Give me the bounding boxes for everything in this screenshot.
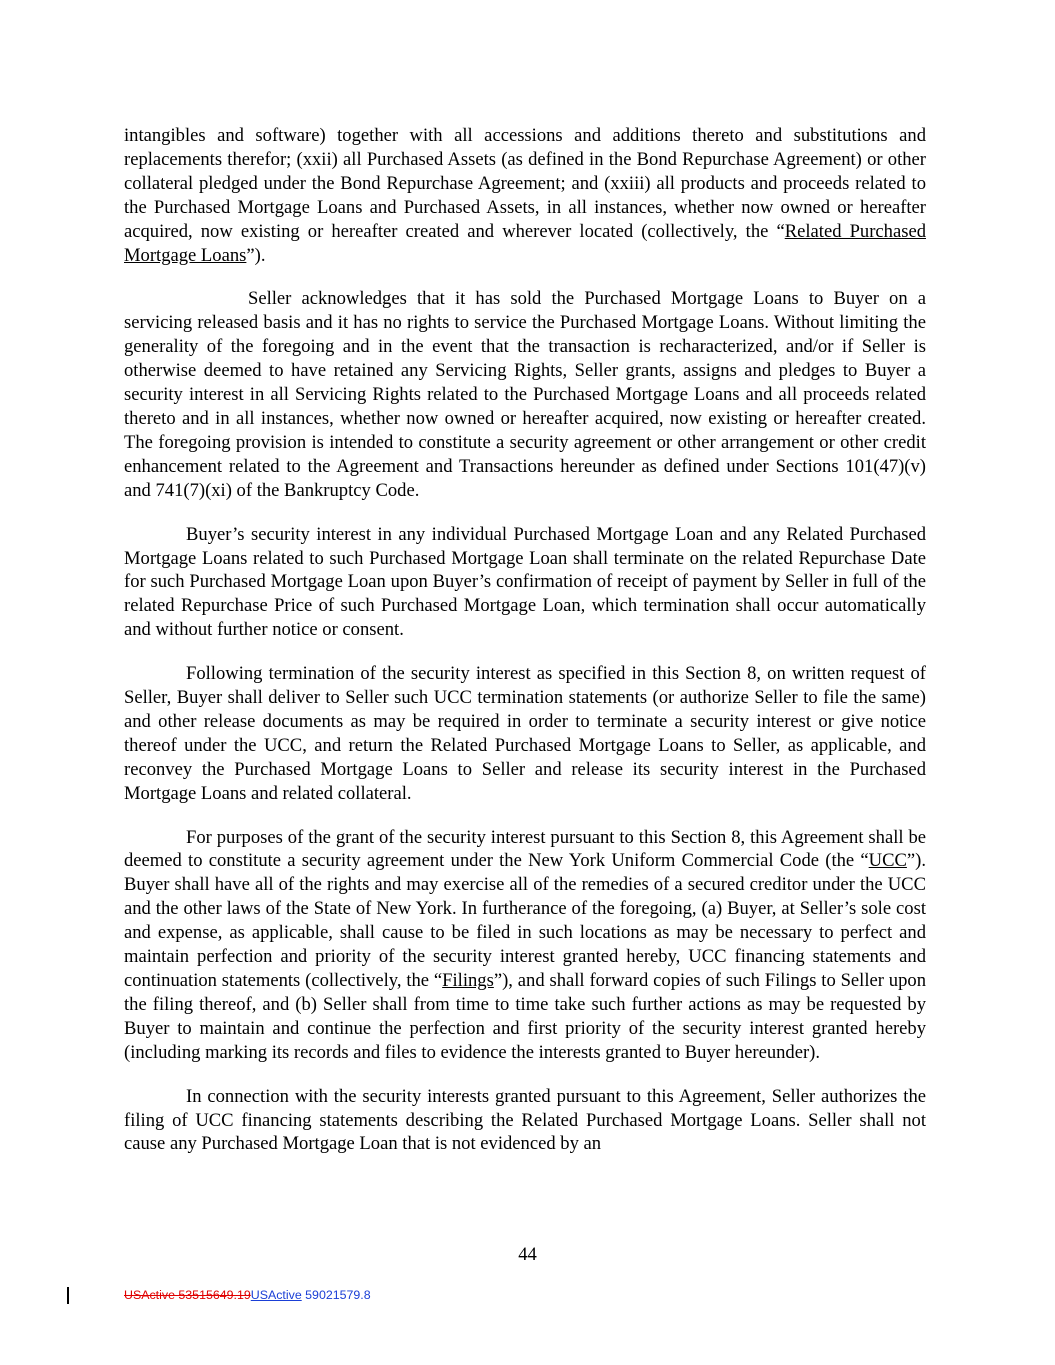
deleted-document-id: USActive 53515649.19	[124, 1288, 251, 1302]
page-number: 44	[518, 1244, 537, 1265]
body-text	[124, 124, 926, 1176]
document-number: 59021579.8	[301, 1288, 371, 1302]
paragraph-servicing-rights: Seller acknowledges that it has sold the Purchased Mortgage Loans to Buyer on a servicing released basis and it has no rights to service the Purchased Mortgage Loans. Without limiting the generality of the foregoing and in the event that the transaction is recharacterized, and/or if Seller is otherwise deemed to have retained any Servicing Rights, Seller grants, assigns and pledges to Buyer a security interest in all Servicing Rights related to the Purchased Mortgage Loans and all proceeds related thereto and in all instances, whether now owned or hereafter acquired, now existing or hereafter created. The foregoing provision is intended to constitute a security agreement or other arrangement or other credit enhancement related to the Agreement and Transactions hereunder as defined under Sections 101(47)(v) and 741(7)(xi) of the Bankruptcy Code.	[124, 288, 926, 501]
defined-term-filings: Filings	[442, 970, 494, 991]
change-bar	[67, 1287, 69, 1304]
document-id-footer	[124, 1288, 371, 1302]
paragraph-ucc-grant: For purposes of the grant of the security interest pursuant to this Section 8, this Agreement shall be deemed to constitute a security agreement under the New York Uniform Commercial Code (the “UCC”). Buyer shall have all of the rights and may exercise all of the remedies of a secured creditor under the UCC and the other laws of the State of New York. In furtherance of the foregoing, (a) Buyer, at Seller’s sole cost and expense, as applicable, shall cause to be filed in such locations as may be necessary to perfect and maintain perfection and priority of the security interest granted hereby, UCC financing statements and continuation statements (collectively, the “Filings”), and shall forward copies of such Filings to Seller upon the filing thereof, and (b) Seller shall from time to time take such further actions as may be requested by Buyer to maintain and continue the perfection and first priority of the security interest granted hereby (including marking its records and files to evidence the interests granted to Buyer hereunder).	[124, 826, 926, 1063]
paragraph-financing-statements: In connection with the security interests granted pursuant to this Agreement, Seller authorizes the filing of UCC financing statements describing the Related Purchased Mortgage Loans. Seller shall not cause any Purchased Mortgage Loan that is not evidenced by an	[124, 1085, 926, 1155]
inserted-document-id: USActive	[250, 1288, 302, 1302]
defined-term-ucc: UCC	[868, 850, 907, 872]
paragraph-release-documents: Following termination of the security interest as specified in this Section 8, on written request of Seller, Buyer shall deliver to Seller such UCC termination statements (or authorize Seller to file the same) and other release documents as may be required in order to terminate a security interest or give notice thereof under the UCC, and return the Related Purchased Mortgage Loans to Seller, as applicable, and reconvey the Purchased Mortgage Loans to Seller and release its security interest in the Purchased Mortgage Loans and related collateral.	[124, 663, 926, 804]
defined-term-related-purchased-mortgage-loans: Related Purchased Mortgage Loans	[124, 220, 926, 266]
paragraph-security-termination: Buyer’s security interest in any individual Purchased Mortgage Loan and any Related Purchased Mortgage Loans related to such Purchased Mortgage Loan shall terminate on the related Repurchase Date for such Purchased Mortgage Loan upon Buyer’s confirmation of receipt of payment by Seller in full of the related Repurchase Price of such Purchased Mortgage Loan, which termination shall occur automatically and without further notice or consent.	[124, 523, 926, 641]
paragraph-collateral-list: intangibles and software) together with all accessions and additions thereto and substitutions and replacements therefor; (xxii) all Purchased Assets (as defined in the Bond Repurchase Agreement) or other collateral pledged under the Bond Repurchase Agreement; and (xxiii) all products and proceeds related to the Purchased Mortgage Loans and Purchased Assets, in all instances, whether now owned or hereafter acquired, now existing or hereafter created and wherever located (collectively, the “Related Purchased Mortgage Loans”).	[124, 125, 926, 266]
